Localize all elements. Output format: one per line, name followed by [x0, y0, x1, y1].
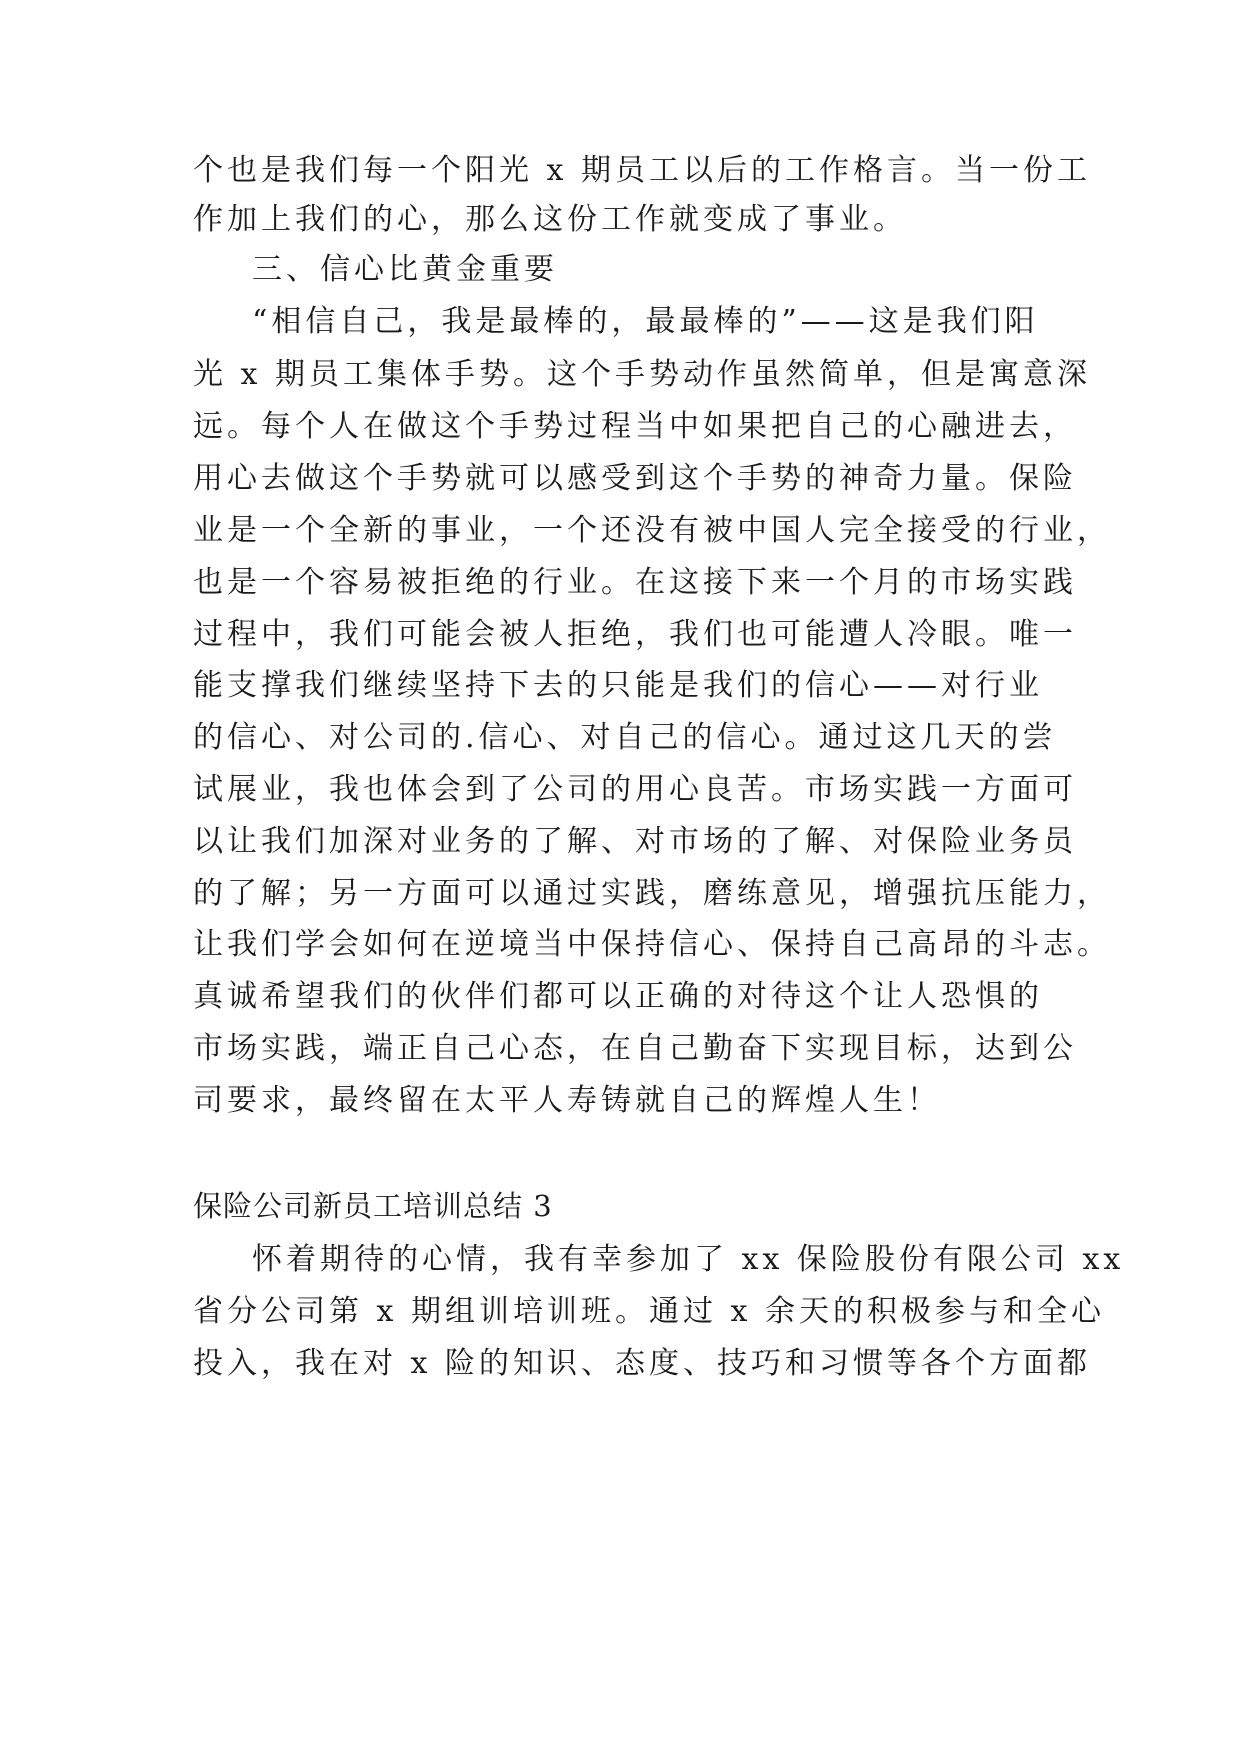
summary-title: 保险公司新员工培训总结 3 [193, 1189, 553, 1223]
paragraph-line: 投入，我在对 x 险的知识、态度、技巧和习惯等各个方面都 [193, 1346, 1091, 1381]
paragraph-line: 让我们学会如何在逆境当中保持信心、保持自己高昂的斗志。 [193, 927, 1111, 962]
paragraph-line: “相信自己，我是最棒的，最最棒的”——这是我们阳 [252, 304, 1039, 339]
paragraph-line: 过程中，我们可能会被人拒绝，我们也可能遭人冷眼。唯一 [193, 617, 1077, 652]
paragraph-line: 以让我们加深对业务的了解、对市场的了解、对保险业务员 [193, 824, 1077, 859]
paragraph-line: 也是一个容易被拒绝的行业。在这接下来一个月的市场实践 [193, 565, 1077, 600]
paragraph-line: 的信心、对公司的.信心、对自己的信心。通过这几天的尝 [193, 720, 1057, 755]
paragraph-line: 试展业，我也体会到了公司的用心良苦。市场实践一方面可 [193, 772, 1077, 807]
paragraph-line: 能支撑我们继续坚持下去的只能是我们的信心——对行业 [193, 668, 1043, 703]
paragraph-line: 市场实践，端正自己心态，在自己勤奋下实现目标，达到公 [193, 1031, 1077, 1066]
paragraph-line: 个也是我们每一个阳光 x 期员工以后的工作格言。当一份工 [193, 153, 1091, 188]
paragraph-line: 怀着期待的心情，我有幸参加了 xx 保险股份有限公司 xx [252, 1242, 1125, 1277]
paragraph-line: 省分公司第 x 期组训培训班。通过 x 余天的积极参与和全心 [193, 1294, 1105, 1329]
paragraph-line: 用心去做这个手势就可以感受到这个手势的神奇力量。保险 [193, 461, 1077, 496]
paragraph-line: 司要求，最终留在太平人寿铸就自己的辉煌人生！ [193, 1083, 941, 1118]
paragraph-line: 光 x 期员工集体手势。这个手势动作虽然简单，但是寓意深 [193, 357, 1091, 392]
paragraph-line: 真诚希望我们的伙伴们都可以正确的对待这个让人恐惧的 [193, 979, 1043, 1014]
paragraph-line: 远。每个人在做这个手势过程当中如果把自己的心融进去， [193, 409, 1077, 444]
paragraph-line: 的了解；另一方面可以通过实践，磨练意见，增强抗压能力， [193, 876, 1111, 911]
paragraph-line: 业是一个全新的事业，一个还没有被中国人完全接受的行业， [193, 513, 1111, 548]
section-heading: 三、信心比黄金重要 [252, 252, 558, 287]
paragraph-line: 作加上我们的心，那么这份工作就变成了事业。 [193, 202, 907, 237]
